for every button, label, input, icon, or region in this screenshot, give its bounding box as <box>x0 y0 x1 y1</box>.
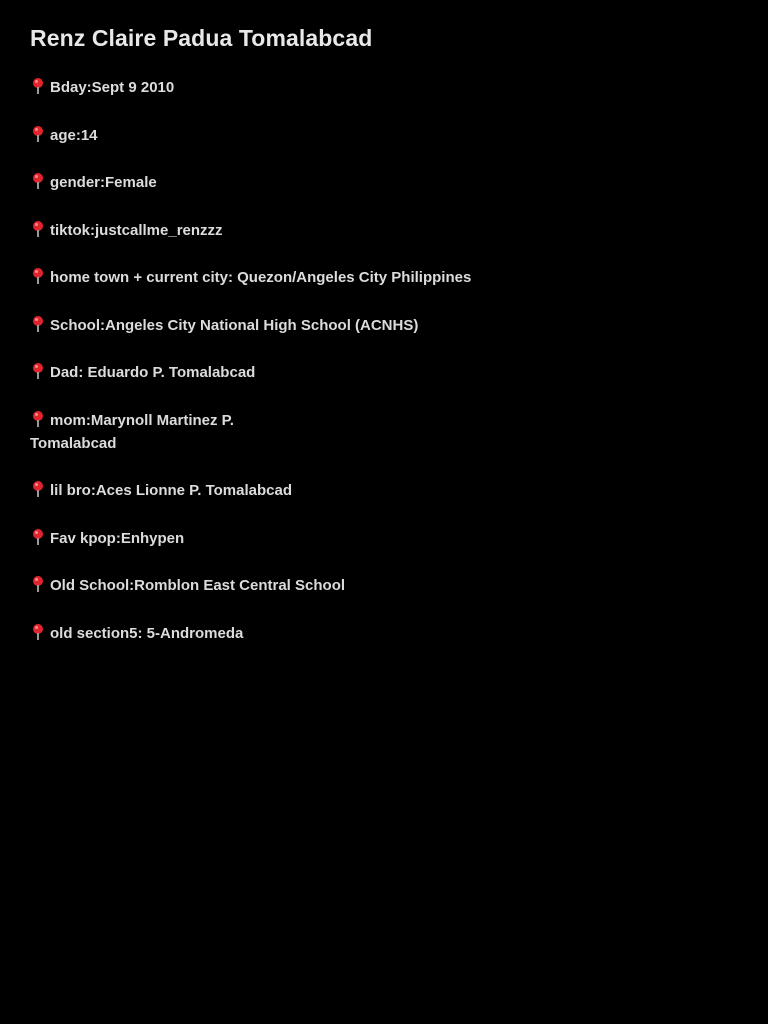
line-text: tiktok:justcallme_renzzz <box>50 221 223 239</box>
pushpin-icon <box>31 125 47 143</box>
line-gender[interactable] <box>30 171 740 194</box>
note-content[interactable] <box>30 22 740 669</box>
pushpin-icon <box>31 220 47 238</box>
pushpin-icon <box>31 410 47 428</box>
note-title[interactable]: Renz Claire Padua Tomalabcad <box>30 25 373 51</box>
pushpin-icon <box>31 623 47 641</box>
line-text: Bday:Sept 9 2010 <box>50 79 175 96</box>
line-text: Old School:Romblon East Central School <box>50 577 346 594</box>
line-age[interactable] <box>30 124 740 147</box>
pushpin-icon <box>31 172 47 190</box>
pushpin-icon <box>31 315 47 333</box>
line-fav-kpop[interactable] <box>30 527 740 550</box>
line-text: Dad: Eduardo P. Tomalabcad <box>50 364 256 381</box>
line-text: Fav kpop:Enhypen <box>50 529 185 547</box>
line-text: lil bro:Aces Lionne P. Tomalabcad <box>50 482 292 499</box>
line-text: gender:Female <box>50 174 157 191</box>
pushpin-icon <box>31 267 47 285</box>
line-text: mom:Marynoll Martinez P. <box>50 411 234 429</box>
pushpin-icon <box>31 77 47 95</box>
line-text-continuation: Tomalabcad <box>30 434 117 452</box>
line-text: old section5: 5-Andromeda <box>50 624 244 642</box>
line-text: School:Angeles City National High School (ACNHS) <box>50 316 419 334</box>
line-bday[interactable] <box>30 76 740 99</box>
pushpin-icon <box>31 480 47 498</box>
line-dad[interactable] <box>30 361 740 384</box>
line-old-section[interactable] <box>30 622 740 645</box>
line-hometown[interactable] <box>30 266 740 289</box>
pushpin-icon <box>31 362 47 380</box>
line-old-school[interactable] <box>30 574 740 597</box>
line-mom[interactable] <box>30 409 740 455</box>
line-school[interactable] <box>30 314 740 337</box>
line-lil-bro[interactable] <box>30 479 740 502</box>
line-text: home town + current city: Quezon/Angeles City Philippines <box>50 269 472 286</box>
line-text: age:14 <box>50 126 98 144</box>
pushpin-icon <box>31 575 47 593</box>
note-lines <box>30 76 740 645</box>
pushpin-icon <box>31 528 47 546</box>
line-tiktok[interactable] <box>30 219 740 242</box>
